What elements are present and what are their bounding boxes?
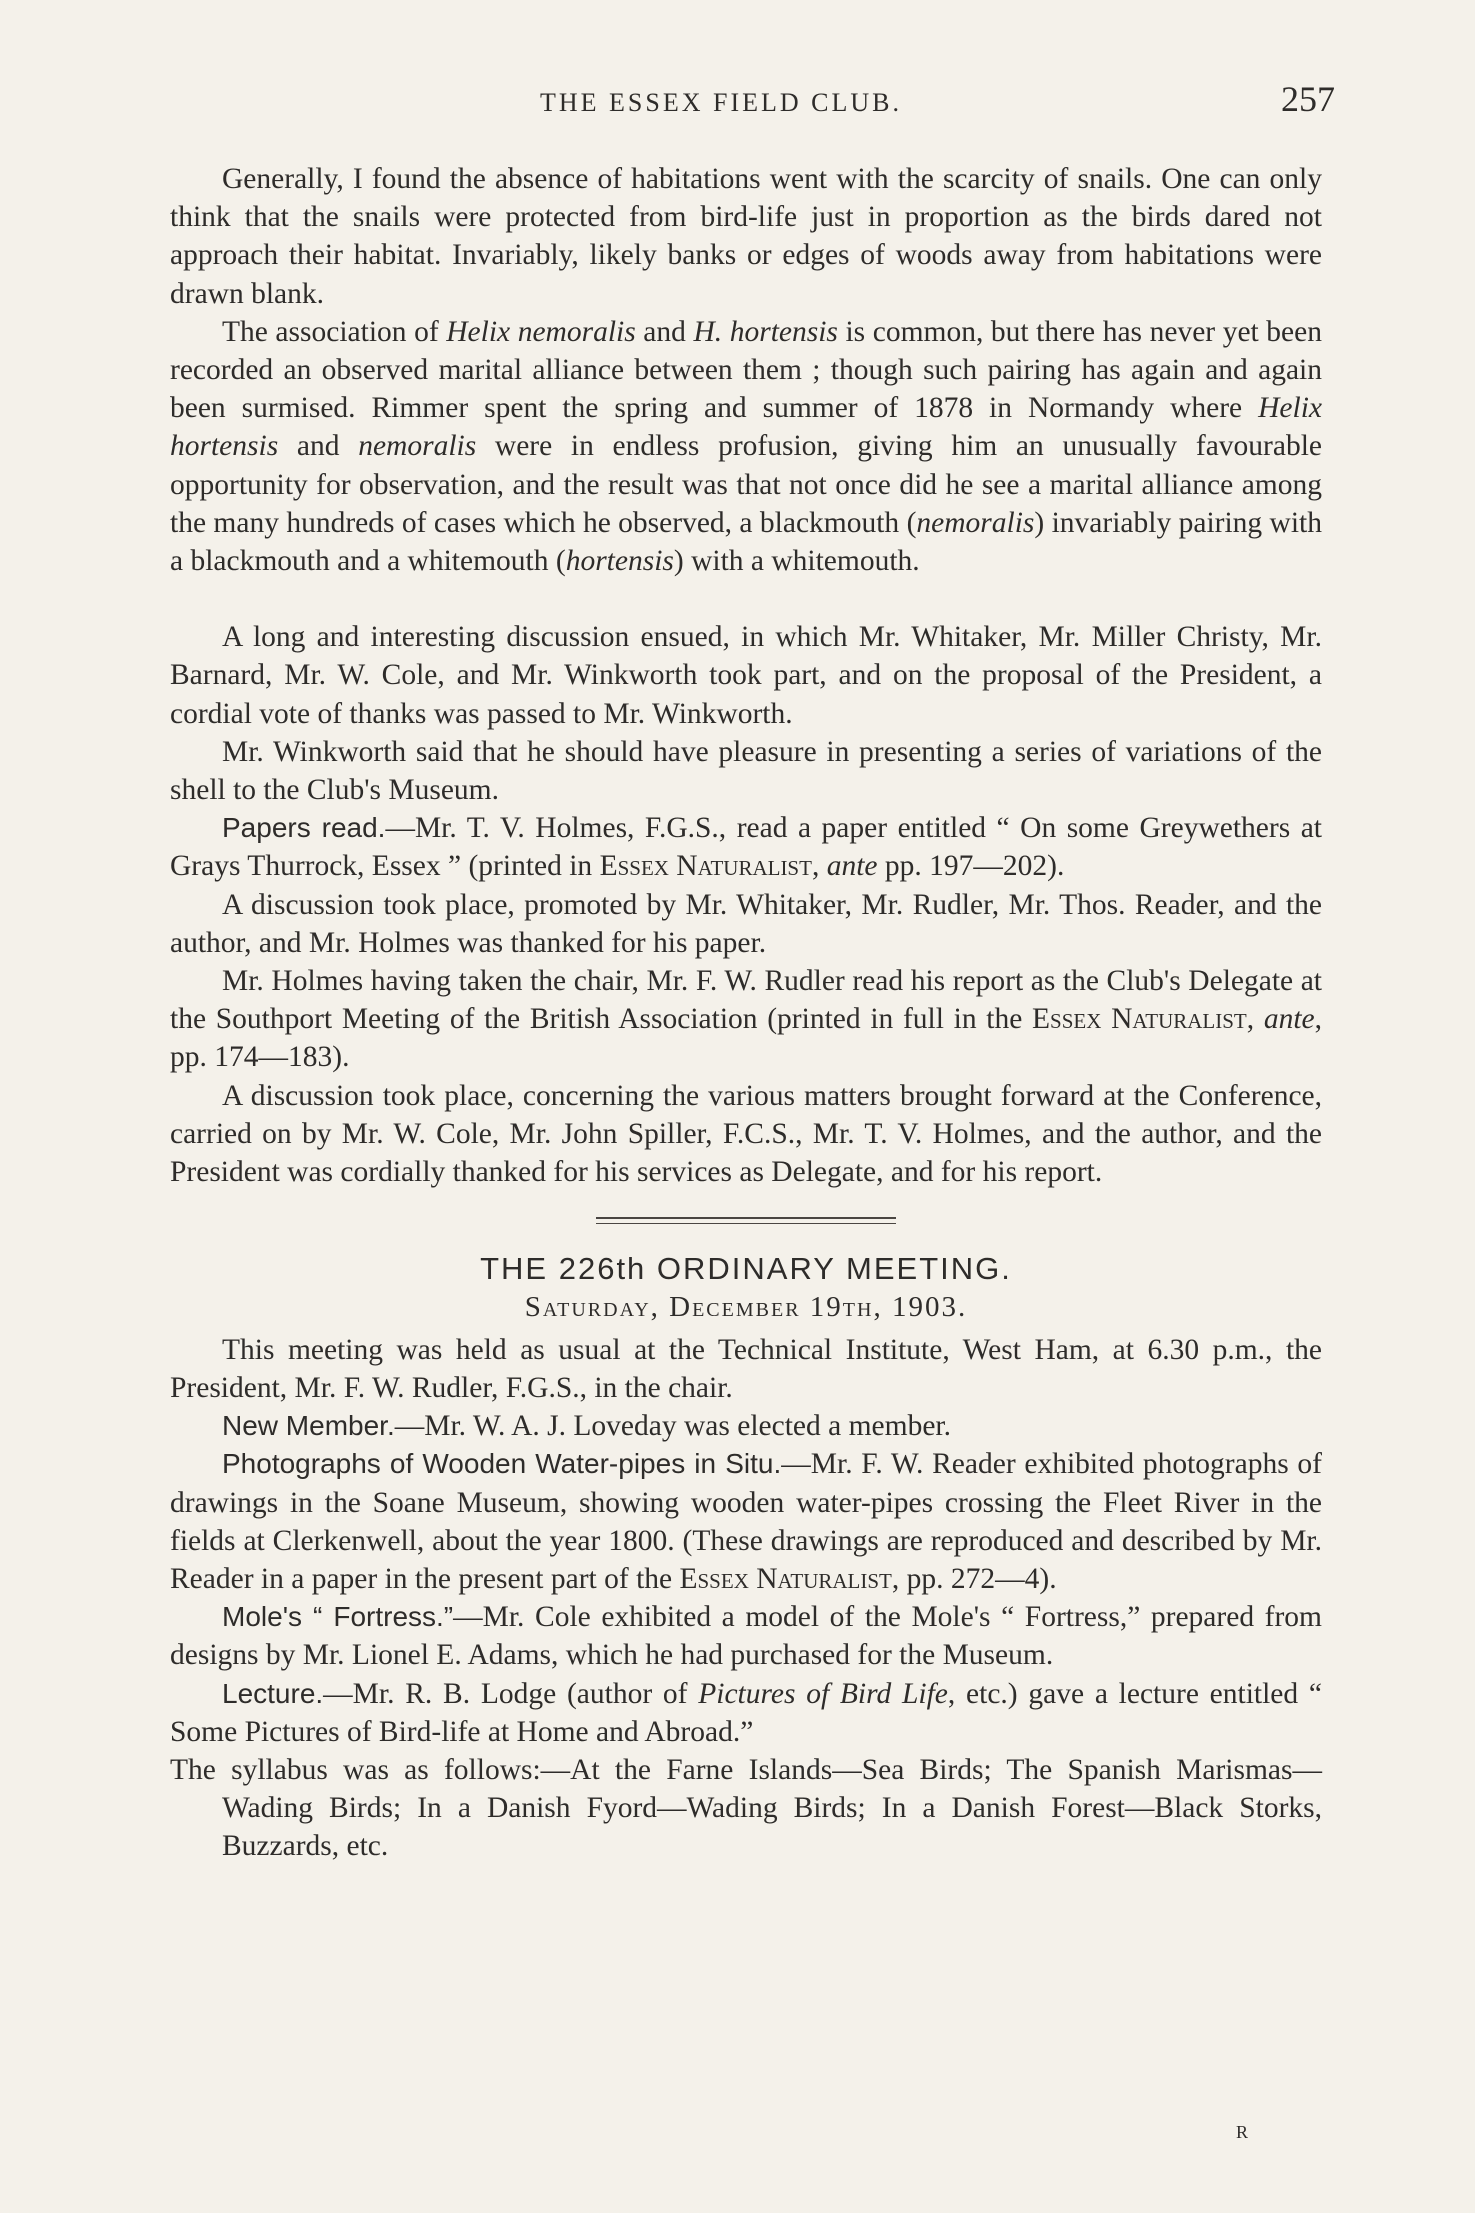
paragraph: Mr. Winkworth said that he should have pleasure in presenting a series of variations of the shell to the Club's Museum. [170, 735, 1322, 807]
body-text [170, 160, 1322, 1866]
run-in-heading: New Member. [222, 1410, 395, 1442]
meeting-heading: THE 226th ORDINARY MEETING. [480, 1251, 1012, 1287]
signature-mark: R [1236, 2122, 1249, 2142]
paragraph: Lecture.—Mr. R. B. Lodge (author of Pictures of Bird Life, etc.) gave a lecture entitled “ Some Pictures of Bird-life at Home and Abroad.” [170, 1677, 1322, 1748]
run-in-heading: Mole's “ Fortress.” [222, 1601, 454, 1633]
run-in-heading: Photographs of Wooden Water-pipes in Situ. [222, 1448, 782, 1480]
paragraph: New Member.—Mr. W. A. J. Loveday was elected a member. [222, 1410, 951, 1443]
section-divider [596, 1217, 896, 1224]
running-head [170, 78, 1335, 120]
syllabus-paragraph: The syllabus was as follows:—At the Farne Islands—Sea Birds; The Spanish Marismas—Wading Birds; In a Danish Fyord—Wading Birds; In a Danish Forest—Black Storks, Buzzards, etc. [170, 1753, 1322, 1863]
paragraph: Mole's “ Fortress.”—Mr. Cole exhibited a model of the Mole's “ Fortress,” prepared from designs by Mr. Lionel E. Adams, which he had purchased for the Museum. [170, 1601, 1323, 1672]
run-in-heading: Lecture. [222, 1677, 324, 1709]
paragraph: Generally, I found the absence of habitations went with the scarcity of snails. One can only think that the snails were protected from bird-life just in proportion as the birds dared not approach their habitat. Invariably, likely banks or edges of woods away from habitations were drawn blank. [170, 163, 1322, 310]
paragraph: Photographs of Wooden Water-pipes in Situ.—Mr. F. W. Reader exhibited photographs of drawings in the Soane Museum, showing wooden water-pipes crossing the Fleet River in the fields at Clerkenwell, about the year 1800. (These drawings are reproduced and described by Mr. Reader in a paper in the present part of the Essex Naturalist, pp. 272—4). [170, 1448, 1322, 1595]
paragraph: The association of Helix nemoralis and H. hortensis is common, but there has never yet been recorded an observed marital alliance between them ; though such pairing has again and again been surmised. Rimmer spent the spring and summer of 1878 in Normandy where Helix hortensis and nemoralis were in endless profusion, giving him an unusually favourable opportunity for observation, and the result was that not once did he see a marital alliance among the many hundreds of cases which he observed, a blackmouth (nemoralis) invariably pairing with a blackmouth and a whitemouth (hortensis) with a whitemouth. [170, 315, 1322, 578]
meeting-date: Saturday, December 19th, 1903. [524, 1291, 968, 1324]
page-number: 257 [1281, 79, 1335, 119]
paragraph: A long and interesting discussion ensued, in which Mr. Whitaker, Mr. Miller Christy, Mr. Barnard, Mr. W. Cole, and Mr. Winkworth took part, and on the proposal of the President, a cordial vote of thanks was passed to Mr. Winkworth. [170, 621, 1322, 730]
paragraph: This meeting was held as usual at the Technical Institute, West Ham, at 6.30 p.m., the President, Mr. F. W. Rudler, F.G.S., in the chair. [170, 1333, 1322, 1404]
run-in-heading: Papers read. [222, 812, 386, 844]
paragraph-gap [170, 580, 1322, 618]
paragraph: A discussion took place, concerning the various matters brought forward at the Conference, carried on by Mr. W. Cole, Mr. John Spiller, F.C.S., Mr. T. V. Holmes, and the author, and the President was cordially thanked for his services as Delegate, and for his report. [170, 1079, 1322, 1189]
paragraph: Papers read.—Mr. T. V. Holmes, F.G.S., read a paper entitled “ On some Greywethers at Grays Thurrock, Essex ” (printed in Essex Naturalist, ante pp. 197—202). [170, 812, 1322, 883]
paragraph: A discussion took place, promoted by Mr. Whitaker, Mr. Rudler, Mr. Thos. Reader, and the author, and Mr. Holmes was thanked for his paper. [170, 888, 1322, 959]
running-title: THE ESSEX FIELD CLUB. [540, 88, 902, 117]
paragraph: Mr. Holmes having taken the chair, Mr. F. W. Rudler read his report as the Club's Delegate at the Southport Meeting of the British Association (printed in full in the Essex Naturalist, ante, pp. 174—183). [170, 965, 1322, 1074]
